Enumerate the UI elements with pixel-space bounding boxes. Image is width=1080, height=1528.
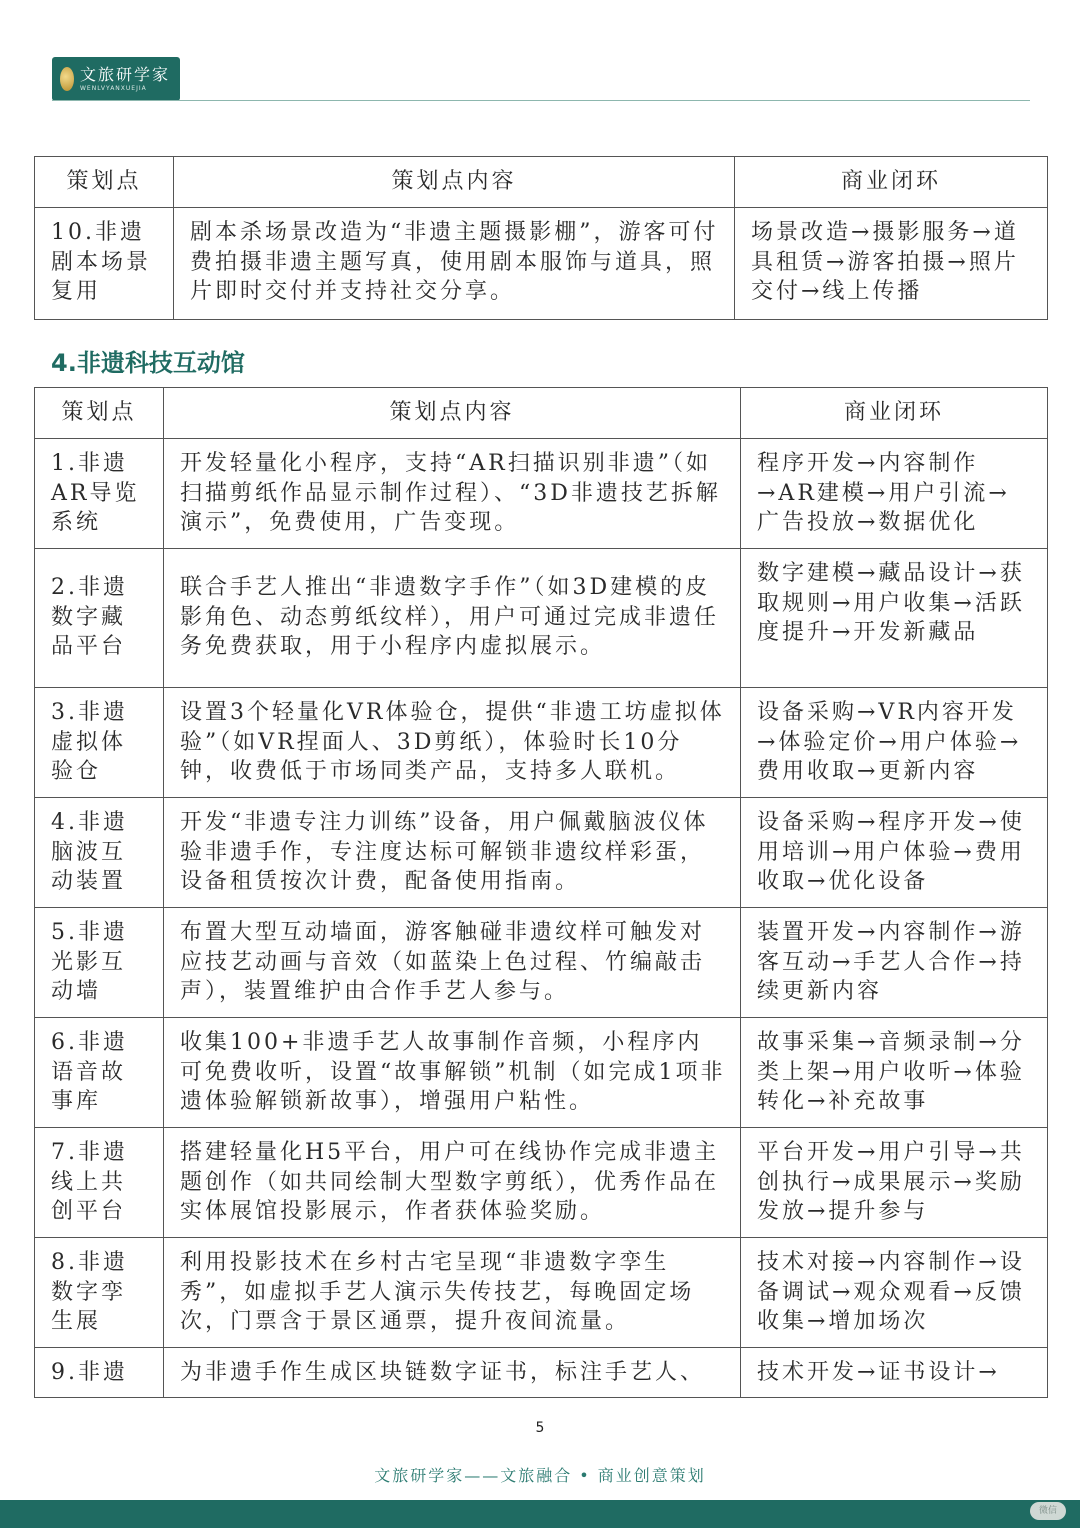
cell-point: 4.非遗脑波互动装置 <box>35 798 164 908</box>
column-header-content: 策划点内容 <box>164 388 741 439</box>
table-row <box>35 1238 1048 1348</box>
table-row <box>35 1018 1048 1128</box>
cell-loop: 程序开发→内容制作→AR建模→用户引流→广告投放→数据优化 <box>741 439 1048 549</box>
cell-loop: 技术对接→内容制作→设备调试→观众观看→反馈收集→增加场次 <box>741 1238 1048 1348</box>
cell-content: 搭建轻量化H5平台，用户可在线协作完成非遗主题创作（如共同绘制大型数字剪纸），优秀作品在实体展馆投影展示，作者获体验奖励。 <box>164 1128 741 1238</box>
cell-point: 6.非遗语音故事库 <box>35 1018 164 1128</box>
table-row <box>35 439 1048 549</box>
table-row <box>35 1128 1048 1238</box>
cell-loop: 场景改造→摄影服务→道具租赁→游客拍摄→照片交付→线上传播 <box>735 208 1048 320</box>
column-header-content: 策划点内容 <box>174 157 735 208</box>
cell-content: 联合手艺人推出“非遗数字手作”（如3D建模的皮影角色、动态剪纸纹样），用户可通过完成非遗任务免费获取，用于小程序内虚拟展示。 <box>164 549 741 688</box>
table-header-row <box>35 388 1048 439</box>
table-row <box>35 798 1048 908</box>
plan-table-1 <box>34 156 1048 320</box>
cell-content: 布置大型互动墙面，游客触碰非遗纹样可触发对应技艺动画与音效（如蓝染上色过程、竹编敲击声），装置维护由合作手艺人参与。 <box>164 908 741 1018</box>
column-header-point: 策划点 <box>35 157 174 208</box>
cell-loop: 技术开发→证书设计→ <box>741 1348 1048 1398</box>
footer-badge: 微信 <box>1030 1502 1066 1520</box>
cell-point: 10.非遗剧本场景复用 <box>35 208 174 320</box>
cell-point: 9.非遗 <box>35 1348 164 1398</box>
cell-content: 收集100+非遗手艺人故事制作音频，小程序内可免费收听，设置“故事解锁”机制（如完成1项非遗体验解锁新故事），增强用户粘性。 <box>164 1018 741 1128</box>
header-divider <box>52 100 1030 101</box>
table-row <box>35 688 1048 798</box>
footer-slogan: 文旅研学家——文旅融合 • 商业创意策划 <box>374 1466 706 1485</box>
table-row <box>35 549 1048 688</box>
cell-loop: 设备采购→VR内容开发→体验定价→用户体验→费用收取→更新内容 <box>741 688 1048 798</box>
table-row <box>35 908 1048 1018</box>
cell-point: 7.非遗线上共创平台 <box>35 1128 164 1238</box>
table-row <box>35 208 1048 320</box>
plan-table-2 <box>34 387 1048 1398</box>
logo-title: 文旅研学家 <box>80 64 171 84</box>
column-header-loop: 商业闭环 <box>741 388 1048 439</box>
cell-point: 8.非遗数字孪生展 <box>35 1238 164 1348</box>
cell-loop: 设备采购→程序开发→使用培训→用户体验→费用收取→优化设备 <box>741 798 1048 908</box>
cell-content: 利用投影技术在乡村古宅呈现“非遗数字孪生秀”，如虚拟手艺人演示失传技艺，每晚固定场次，门票含于景区通票，提升夜间流量。 <box>164 1238 741 1348</box>
page-number: 5 <box>535 1420 545 1436</box>
leaf-icon <box>60 67 74 91</box>
cell-loop: 平台开发→用户引导→共创执行→成果展示→奖励发放→提升参与 <box>741 1128 1048 1238</box>
table-row <box>35 1348 1048 1398</box>
cell-point: 1.非遗AR导览系统 <box>35 439 164 549</box>
logo-subtitle: WENLVYANXUEJIA <box>80 84 147 92</box>
cell-content: 开发“非遗专注力训练”设备，用户佩戴脑波仪体验非遗手作，专注度达标可解锁非遗纹样彩蛋，设备租赁按次计费，配备使用指南。 <box>164 798 741 908</box>
cell-content: 开发轻量化小程序，支持“AR扫描识别非遗”（如扫描剪纸作品显示制作过程）、“3D非遗技艺拆解演示”，免费使用，广告变现。 <box>164 439 741 549</box>
cell-content: 为非遗手作生成区块链数字证书，标注手艺人、 <box>164 1348 741 1398</box>
cell-point: 2.非遗数字藏品平台 <box>35 549 164 688</box>
cell-loop: 数字建模→藏品设计→获取规则→用户收集→活跃度提升→开发新藏品 <box>741 549 1048 688</box>
table-header-row <box>35 157 1048 208</box>
footer-bar <box>0 1500 1080 1528</box>
cell-point: 5.非遗光影互动墙 <box>35 908 164 1018</box>
section-title: 4.非遗科技互动馆 <box>51 349 245 377</box>
brand-logo <box>52 57 180 101</box>
cell-loop: 故事采集→音频录制→分类上架→用户收听→体验转化→补充故事 <box>741 1018 1048 1128</box>
cell-content: 剧本杀场景改造为“非遗主题摄影棚”，游客可付费拍摄非遗主题写真，使用剧本服饰与道具，照片即时交付并支持社交分享。 <box>174 208 735 320</box>
cell-loop: 装置开发→内容制作→游客互动→手艺人合作→持续更新内容 <box>741 908 1048 1018</box>
cell-content: 设置3个轻量化VR体验仓，提供“非遗工坊虚拟体验”（如VR捏面人、3D剪纸），体验时长10分钟，收费低于市场同类产品，支持多人联机。 <box>164 688 741 798</box>
column-header-point: 策划点 <box>35 388 164 439</box>
cell-point: 3.非遗虚拟体验仓 <box>35 688 164 798</box>
column-header-loop: 商业闭环 <box>735 157 1048 208</box>
